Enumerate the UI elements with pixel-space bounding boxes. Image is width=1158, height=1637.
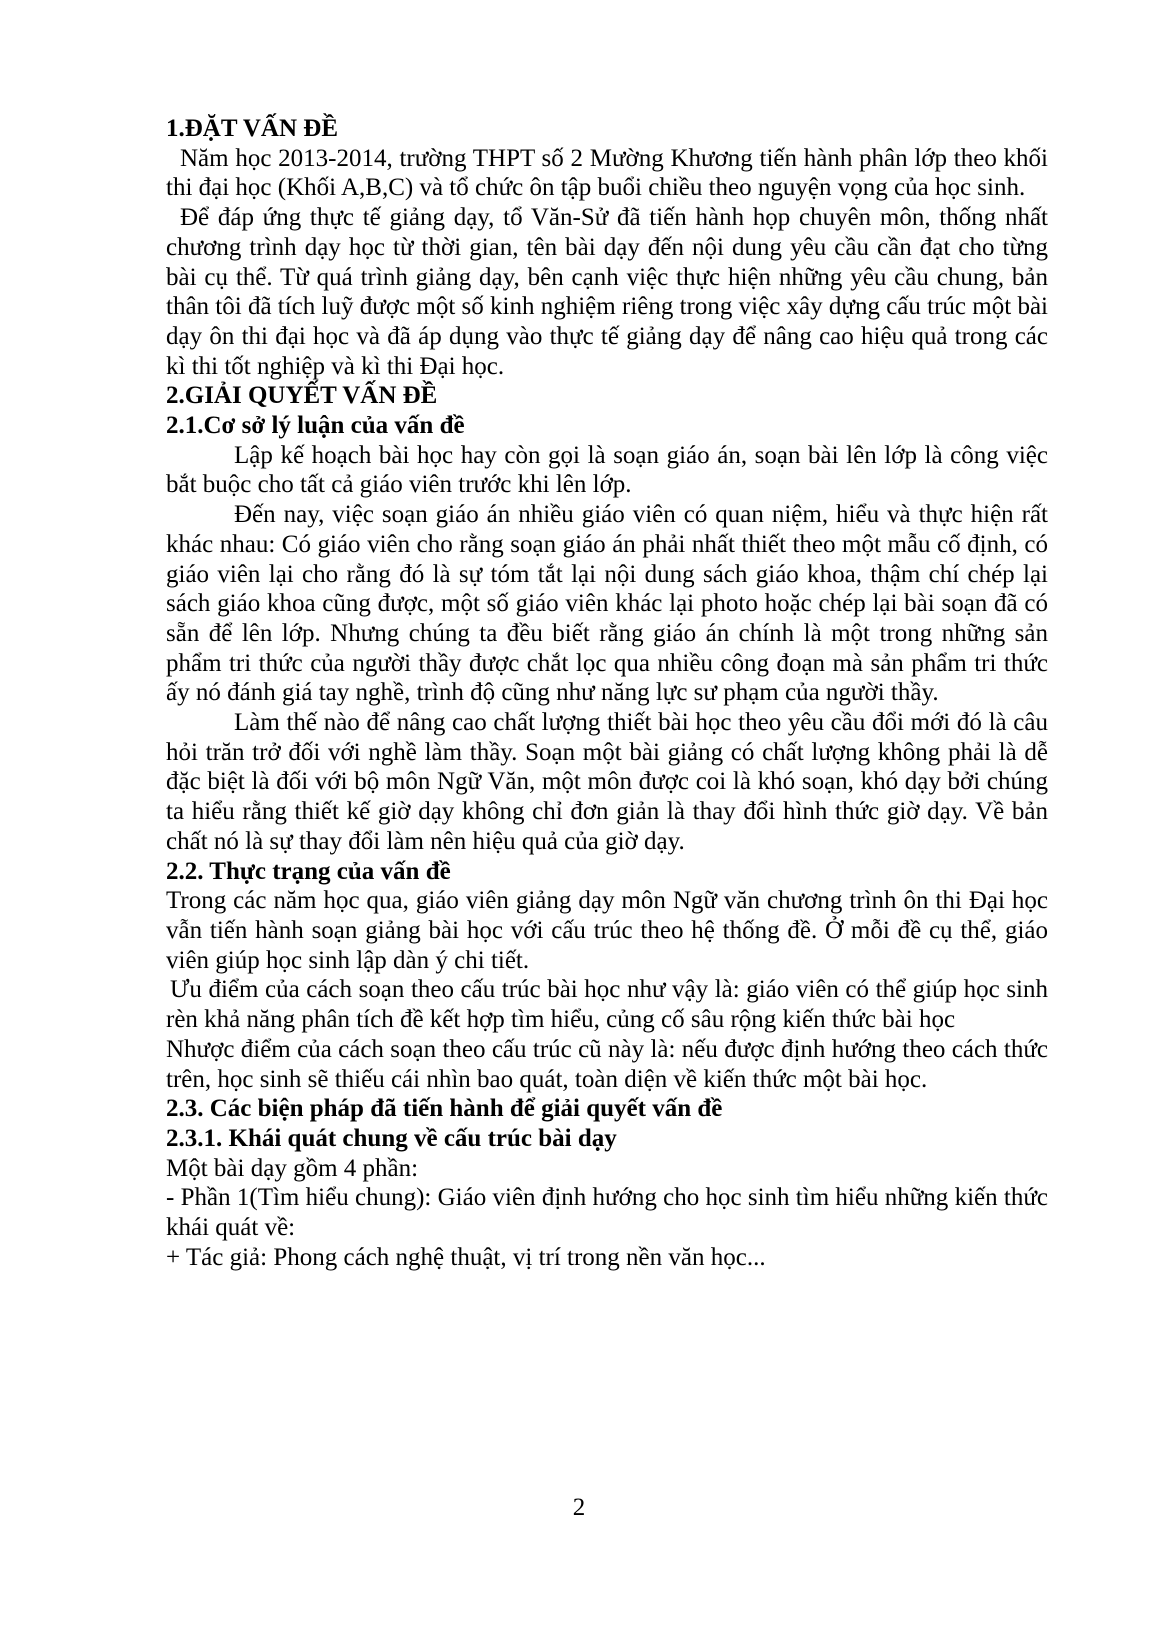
paragraph: Lập kế hoạch bài học hay còn gọi là soạn giáo án, soạn bài lên lớp là công việc bắt buộc cho tất cả giáo viên trước khi lên lớp. (166, 441, 1048, 499)
paragraph: Một bài dạy gồm 4 phần: (166, 1154, 419, 1182)
subsection-heading-2-3: 2.3. Các biện pháp đã tiến hành để giải quyết vấn đề (166, 1095, 723, 1123)
paragraph: Nhược điểm của cách soạn theo cấu trúc cũ này là: nếu được định hướng theo cách thức trên, học sinh sẽ thiếu cái nhìn bao quát, toàn diện về kiến thức một bài học. (166, 1035, 1048, 1093)
paragraph: Trong các năm học qua, giáo viên giảng dạy môn Ngữ văn chương trình ôn thi Đại học vẫn tiến hành soạn giảng bài học với cấu trúc theo hệ thống đề. Ở mỗi đề cụ thể, giáo viên giúp học sinh lập dàn ý chi tiết. (166, 887, 1048, 974)
page-number: 2 (572, 1494, 586, 1521)
paragraph: Đến nay, việc soạn giáo án nhiều giáo viên có quan niệm, hiểu và thực hiện rất khác nhau: Có giáo viên cho rằng soạn giáo án phải nhất thiết theo một mẫu cố định, có giáo viên lại cho rằng đó là sự tóm tắt lại nội dung sách giáo khoa, thậm chí chép lại sách giáo khoa cũng được, một số giáo viên khác lại photo hoặc chép lại bài soạn đã có sẵn để lên lớp. Nhưng chúng ta đều biết rằng giáo án chính là một trong những sản phẩm tri thức của người thầy được chắt lọc qua nhiều công đoạn mà sản phẩm tri thức ấy nó đánh giá tay nghề, trình độ cũng như năng lực sư phạm của người thầy. (166, 501, 1048, 707)
paragraph: Năm học 2013-2014, trường THPT số 2 Mường Khương tiến hành phân lớp theo khối thi đại học (Khối A,B,C) và tổ chức ôn tập buổi chiều theo nguyện vọng của học sinh. (166, 144, 1048, 202)
section-heading-1: 1.ĐẶT VẤN ĐỀ (166, 115, 339, 142)
subsection-heading-2-3-1: 2.3.1. Khái quát chung về cấu trúc bài dạy (166, 1124, 617, 1152)
document-body (166, 114, 1048, 1272)
section-heading-2: 2.GIẢI QUYẾT VẤN ĐỀ (166, 382, 438, 410)
paragraph: Làm thế nào để nâng cao chất lượng thiết bài học theo yêu cầu đổi mới đó là câu hỏi trăn trở đối với nghề làm thầy. Soạn một bài giảng có chất lượng không phải là dễ đặc biệt là đối với bộ môn Ngữ Văn, một môn được coi là khó soạn, khó dạy bởi chúng ta hiểu rằng thiết kế giờ dạy không chỉ đơn giản là thay đổi hình thức giờ dạy. Về bản chất nó là sự thay đổi làm nên hiệu quả của giờ dạy. (166, 709, 1048, 855)
subsection-heading-2-1: 2.1.Cơ sở lý luận của vấn đề (166, 412, 465, 440)
paragraph: Ưu điểm của cách soạn theo cấu trúc bài học như vậy là: giáo viên có thể giúp học sinh rèn khả năng phân tích đề kết hợp tìm hiểu, củng cố sâu rộng kiến thức bài học (166, 976, 1048, 1034)
list-item: - Phần 1(Tìm hiểu chung): Giáo viên định hướng cho học sinh tìm hiểu những kiến thức khái quát về: (166, 1184, 1048, 1242)
list-item: + Tác giả: Phong cách nghệ thuật, vị trí trong nền văn học... (166, 1243, 766, 1271)
subsection-heading-2-2: 2.2. Thực trạng của vấn đề (166, 857, 451, 885)
paragraph: Để đáp ứng thực tế giảng dạy, tổ Văn-Sử đã tiến hành họp chuyên môn, thống nhất chương trình dạy học từ thời gian, tên bài dạy đến nội dung yêu cầu cần đạt cho từng bài cụ thể. Từ quá trình giảng dạy, bên cạnh việc thực hiện những yêu cầu chung, bản thân tôi đã tích luỹ được một số kinh nghiệm riêng trong việc xây dựng cấu trúc một bài dạy ôn thi đại học và đã áp dụng vào thực tế giảng dạy để nâng cao hiệu quả trong các kì thi tốt nghiệp và kì thi Đại học. (166, 204, 1048, 380)
